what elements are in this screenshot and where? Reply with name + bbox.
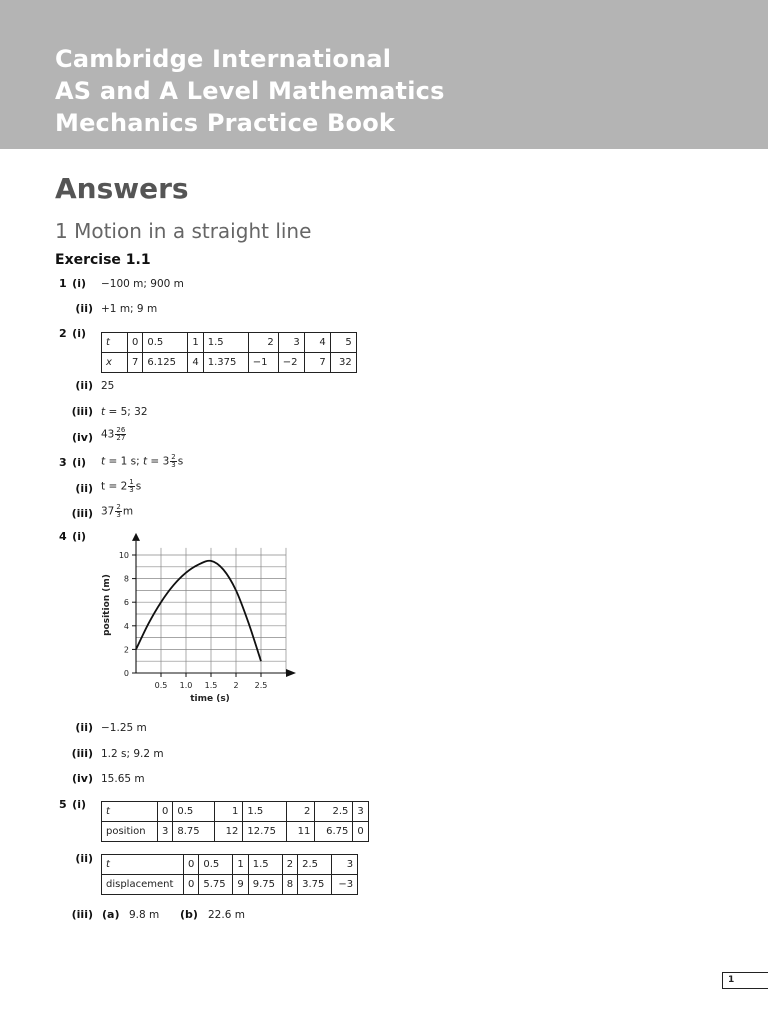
table-cell: 0.5 bbox=[143, 333, 188, 353]
table-cell: t bbox=[102, 802, 158, 822]
table-cell: 11 bbox=[287, 822, 315, 842]
table-cell: 1.5 bbox=[243, 802, 287, 822]
chart-grid bbox=[136, 548, 286, 673]
table-cell: 2 bbox=[287, 802, 315, 822]
q4-part-iii-answer: 1.2 s; 9.2 m bbox=[101, 748, 164, 760]
table-row bbox=[102, 333, 357, 353]
q3-part-iii-label: (iii) bbox=[71, 507, 93, 520]
x-tick-label: 0.5 bbox=[154, 681, 168, 690]
chapter-heading: 1 Motion in a straight line bbox=[55, 219, 312, 243]
q1-part-i-answer: −100 m; 900 m bbox=[101, 278, 184, 290]
table-cell: 1.375 bbox=[203, 353, 248, 373]
table-cell: 8.75 bbox=[173, 822, 215, 842]
q5-displacement-table bbox=[101, 854, 358, 895]
table-cell: 7 bbox=[128, 353, 143, 373]
table-cell: 2 bbox=[248, 333, 278, 353]
q1-part-ii-label: (ii) bbox=[75, 302, 93, 315]
exercise-heading: Exercise 1.1 bbox=[55, 252, 151, 268]
question-number-1: 1 bbox=[59, 277, 67, 290]
q1-part-ii-answer: +1 m; 9 m bbox=[101, 303, 158, 315]
x-tick-label: 2.5 bbox=[254, 681, 268, 690]
x-tick-label: 2 bbox=[233, 681, 239, 690]
q5-position-table bbox=[101, 801, 369, 842]
table-cell: −3 bbox=[332, 875, 358, 895]
q2-part-ii-label: (ii) bbox=[75, 379, 93, 392]
y-tick-label: 8 bbox=[123, 574, 129, 584]
q2-table bbox=[101, 332, 357, 373]
q2-part-iii-label: (iii) bbox=[71, 405, 93, 418]
q4-part-ii-label: (ii) bbox=[75, 721, 93, 734]
table-cell: 3.75 bbox=[298, 875, 332, 895]
table-cell: 0 bbox=[184, 875, 199, 895]
fraction: $\frac{26}{27}$ bbox=[116, 426, 126, 442]
table-cell: 5.75 bbox=[199, 875, 233, 895]
table-cell: 3 bbox=[332, 855, 358, 875]
table-cell: 1 bbox=[188, 333, 203, 353]
chart-axes bbox=[132, 533, 296, 677]
q5-part-i-label: (i) bbox=[72, 798, 86, 811]
table-cell: 2.5 bbox=[315, 802, 353, 822]
fraction: $\frac{2}{3}$ bbox=[171, 453, 176, 469]
table-row bbox=[102, 802, 369, 822]
variable-t: t bbox=[101, 406, 106, 418]
table-cell: 1.5 bbox=[248, 855, 282, 875]
table-row bbox=[102, 822, 369, 842]
q4-part-i-label: (i) bbox=[72, 530, 86, 543]
book-title-line1: Cambridge International bbox=[55, 45, 392, 73]
table-cell: −1 bbox=[248, 353, 278, 373]
q5-part-iii-a-answer: 9.8 m bbox=[129, 909, 160, 921]
table-cell: 2 bbox=[282, 855, 297, 875]
x-axis-label: time (s) bbox=[190, 694, 230, 704]
table-cell: 9 bbox=[233, 875, 248, 895]
q3-part-i-answer: t = 1 s; t = 3 $\frac{2}{3}$ s bbox=[101, 453, 184, 469]
question-number-4: 4 bbox=[59, 530, 67, 543]
table-cell: 0.5 bbox=[199, 855, 233, 875]
q3-part-iii-answer: 37 $\frac{2}{3}$ m bbox=[101, 503, 134, 519]
q3-part-ii-answer: t = 2 $\frac{1}{3}$ s bbox=[101, 478, 142, 494]
x-tick-label: 1.0 bbox=[179, 681, 193, 690]
y-tick-label: 6 bbox=[123, 598, 129, 608]
y-tick-label: 2 bbox=[123, 645, 129, 655]
table-cell: position bbox=[102, 822, 158, 842]
table-cell: 1.5 bbox=[203, 333, 248, 353]
table-cell: 0.5 bbox=[173, 802, 215, 822]
table-cell: 6.75 bbox=[315, 822, 353, 842]
page-number: 1 bbox=[722, 972, 768, 989]
q2-part-ii-answer: 25 bbox=[101, 380, 115, 392]
table-cell: 0 bbox=[158, 802, 173, 822]
q4-part-iii-label: (iii) bbox=[71, 747, 93, 760]
q5-part-iii-b-label: (b) bbox=[180, 908, 198, 921]
q2-part-iii-answer: t = 5; 32 bbox=[101, 406, 148, 418]
position-time-graph bbox=[95, 525, 300, 710]
table-cell: t bbox=[102, 855, 184, 875]
table-cell: 9.75 bbox=[248, 875, 282, 895]
q3-part-i-label: (i) bbox=[72, 456, 86, 469]
q3-part-ii-label: (ii) bbox=[75, 482, 93, 495]
q2-part-i-label: (i) bbox=[72, 327, 86, 340]
table-cell: 5 bbox=[330, 333, 356, 353]
q5-part-ii-label: (ii) bbox=[75, 852, 93, 865]
y-axis-arrow bbox=[132, 533, 140, 541]
y-axis-label: position (m) bbox=[102, 574, 112, 636]
q2-part-iv-answer: 43 $\frac{26}{27}$ bbox=[101, 426, 126, 442]
chart-ticks bbox=[119, 551, 268, 690]
book-title-line2: AS and A Level Mathematics bbox=[55, 77, 445, 105]
fraction: $\frac{1}{3}$ bbox=[129, 478, 134, 494]
book-title-line3: Mechanics Practice Book bbox=[55, 109, 396, 137]
table-cell: 0 bbox=[184, 855, 199, 875]
table-cell: 8 bbox=[282, 875, 297, 895]
q2-part-iv-label: (iv) bbox=[72, 431, 93, 444]
table-cell: 1 bbox=[233, 855, 248, 875]
x-tick-label: 1.5 bbox=[204, 681, 218, 690]
table-cell: 3 bbox=[353, 802, 368, 822]
table-row bbox=[102, 875, 358, 895]
page-title: Answers bbox=[55, 172, 189, 205]
table-cell: 12.75 bbox=[243, 822, 287, 842]
y-tick-label: 10 bbox=[118, 551, 129, 560]
table-cell: 12 bbox=[215, 822, 243, 842]
question-number-2: 2 bbox=[59, 327, 67, 340]
question-number-5: 5 bbox=[59, 798, 67, 811]
q5-part-iii-label: (iii) bbox=[71, 908, 93, 921]
table-cell: 3 bbox=[278, 333, 304, 353]
table-cell: t bbox=[102, 333, 128, 353]
table-cell: −2 bbox=[278, 353, 304, 373]
y-tick-label: 4 bbox=[123, 621, 129, 631]
x-axis-arrow bbox=[286, 669, 296, 677]
header-banner bbox=[0, 0, 768, 149]
table-cell: 7 bbox=[304, 353, 330, 373]
q4-part-iv-label: (iv) bbox=[72, 772, 93, 785]
table-cell: 1 bbox=[215, 802, 243, 822]
table-cell: 32 bbox=[330, 353, 356, 373]
table-cell: 6.125 bbox=[143, 353, 188, 373]
table-cell: displacement bbox=[102, 875, 184, 895]
q1-part-i-label: (i) bbox=[72, 277, 86, 290]
table-row bbox=[102, 353, 357, 373]
series-line bbox=[136, 561, 261, 661]
table-cell: x bbox=[102, 353, 128, 373]
table-row bbox=[102, 855, 358, 875]
question-number-3: 3 bbox=[59, 456, 67, 469]
q5-part-iii-b-answer: 22.6 m bbox=[208, 909, 245, 921]
y-tick-label: 0 bbox=[123, 669, 129, 678]
table-cell: 0 bbox=[353, 822, 368, 842]
q4-part-iv-answer: 15.65 m bbox=[101, 773, 145, 785]
table-cell: 3 bbox=[158, 822, 173, 842]
table-cell: 2.5 bbox=[298, 855, 332, 875]
q4-part-ii-answer: −1.25 m bbox=[101, 722, 147, 734]
q5-part-iii-a-label: (a) bbox=[102, 908, 120, 921]
table-cell: 4 bbox=[188, 353, 203, 373]
table-cell: 0 bbox=[128, 333, 143, 353]
fraction: $\frac{2}{3}$ bbox=[116, 503, 121, 519]
table-cell: 4 bbox=[304, 333, 330, 353]
